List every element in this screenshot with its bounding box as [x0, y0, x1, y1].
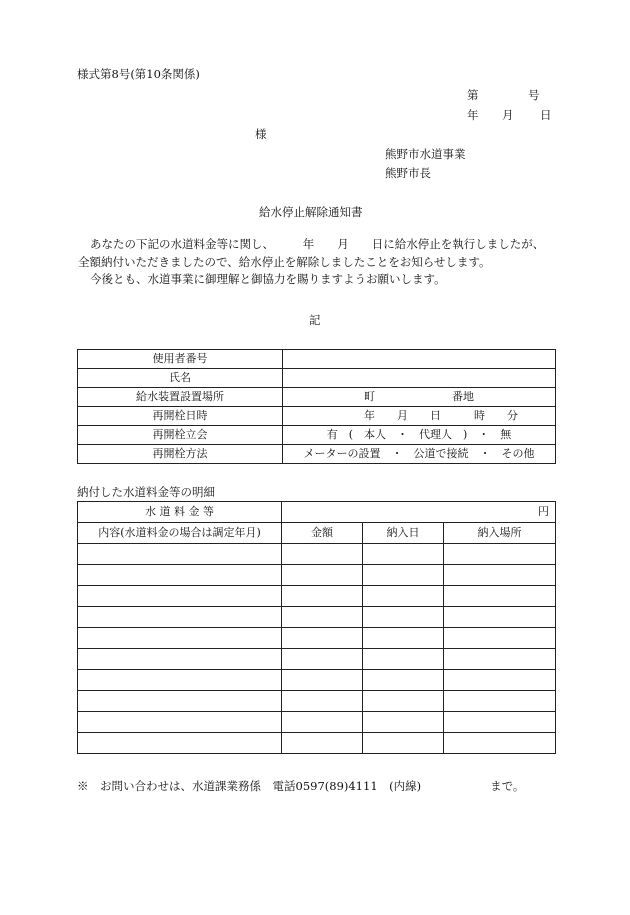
detail-cell	[363, 691, 444, 712]
date-year: 年	[467, 108, 479, 122]
detail-cell	[78, 607, 282, 628]
detail-row	[78, 586, 556, 607]
detail-cell	[444, 670, 556, 691]
info-row	[78, 350, 556, 369]
detail-cell	[78, 670, 282, 691]
info-row	[78, 407, 556, 426]
info-label: 再開栓立会	[78, 426, 283, 445]
info-value	[283, 369, 556, 388]
total-unit: 円	[282, 502, 556, 523]
detail-cell	[78, 586, 282, 607]
detail-row	[78, 544, 556, 565]
body-line-3: 今後とも、水道事業に御理解と御協力を賜りますようお願いします。	[90, 272, 446, 286]
detail-cell	[282, 628, 363, 649]
detail-table	[77, 501, 556, 754]
detail-cell	[78, 544, 282, 565]
detail-caption: 納付した水道料金等の明細	[77, 485, 215, 499]
detail-row	[78, 628, 556, 649]
detail-row	[78, 649, 556, 670]
info-row	[78, 445, 556, 464]
ki-marker: 記	[309, 313, 321, 327]
info-label: 使用者番号	[78, 350, 283, 369]
detail-cell	[363, 544, 444, 565]
document-title: 給水停止解除通知書	[259, 205, 363, 219]
column-header: 納入日	[363, 523, 444, 544]
detail-cell	[363, 628, 444, 649]
detail-cell	[444, 565, 556, 586]
detail-cell	[78, 649, 282, 670]
detail-cell	[444, 733, 556, 754]
info-row	[78, 426, 556, 445]
detail-cell	[282, 670, 363, 691]
sender-org: 熊野市水道事業	[385, 147, 466, 161]
detail-cell	[444, 628, 556, 649]
detail-cell	[363, 565, 444, 586]
detail-cell	[444, 649, 556, 670]
detail-cell	[78, 565, 282, 586]
info-row	[78, 388, 556, 407]
body-text	[78, 236, 568, 289]
footer-contact: ※ お問い合わせは、水道課業務係 電話0597(89)4111 (内線) まで。	[77, 779, 525, 793]
number-prefix: 第	[467, 88, 479, 102]
detail-cell	[78, 733, 282, 754]
detail-cell	[282, 607, 363, 628]
detail-cell	[282, 691, 363, 712]
recipient-honorific: 様	[255, 127, 267, 141]
form-id: 様式第8号(第10条関係)	[77, 67, 200, 81]
detail-cell	[282, 733, 363, 754]
info-label: 再開栓方法	[78, 445, 283, 464]
detail-cell	[363, 670, 444, 691]
info-label: 氏名	[78, 369, 283, 388]
sender-title: 熊野市長	[385, 166, 431, 180]
column-header: 内容(水道料金の場合は調定年月)	[78, 523, 282, 544]
date-month: 月	[502, 108, 514, 122]
detail-cell	[282, 649, 363, 670]
detail-row	[78, 565, 556, 586]
detail-cell	[363, 733, 444, 754]
detail-cell	[363, 712, 444, 733]
detail-row	[78, 607, 556, 628]
date-day: 日	[540, 108, 552, 122]
detail-cell	[78, 712, 282, 733]
info-label: 給水装置設置場所	[78, 388, 283, 407]
info-row	[78, 369, 556, 388]
detail-cell	[444, 586, 556, 607]
detail-cell	[444, 691, 556, 712]
info-value: メーターの設置 ・ 公道で接続 ・ その他	[283, 445, 556, 464]
detail-row	[78, 691, 556, 712]
column-header: 納入場所	[444, 523, 556, 544]
info-label: 再開栓日時	[78, 407, 283, 426]
detail-cell	[282, 544, 363, 565]
detail-cell	[282, 586, 363, 607]
detail-cell	[444, 607, 556, 628]
number-suffix: 号	[528, 88, 540, 102]
column-header: 金額	[282, 523, 363, 544]
detail-cell	[282, 565, 363, 586]
detail-cell	[444, 712, 556, 733]
info-value: 年 月 日 時 分	[283, 407, 556, 426]
detail-cell	[78, 628, 282, 649]
detail-cell	[444, 544, 556, 565]
detail-row	[78, 670, 556, 691]
info-table	[77, 349, 556, 464]
info-value	[283, 350, 556, 369]
detail-cell	[78, 691, 282, 712]
body-line-1: あなたの下記の水道料金等に関し、 年 月 日に給水停止を執行しましたが、	[90, 237, 545, 251]
info-value: 有 ( 本人 ・ 代理人 ) ・ 無	[283, 426, 556, 445]
detail-row	[78, 712, 556, 733]
body-line-2: 全額納付いただきましたので、給水停止を解除しましたことをお知らせします。	[78, 254, 491, 269]
total-label: 水 道 料 金 等	[78, 502, 282, 523]
detail-cell	[282, 712, 363, 733]
detail-cell	[363, 586, 444, 607]
detail-header-row	[78, 523, 556, 544]
detail-cell	[363, 607, 444, 628]
detail-cell	[363, 649, 444, 670]
info-value: 町 番地	[283, 388, 556, 407]
detail-row	[78, 733, 556, 754]
total-row	[78, 502, 556, 523]
